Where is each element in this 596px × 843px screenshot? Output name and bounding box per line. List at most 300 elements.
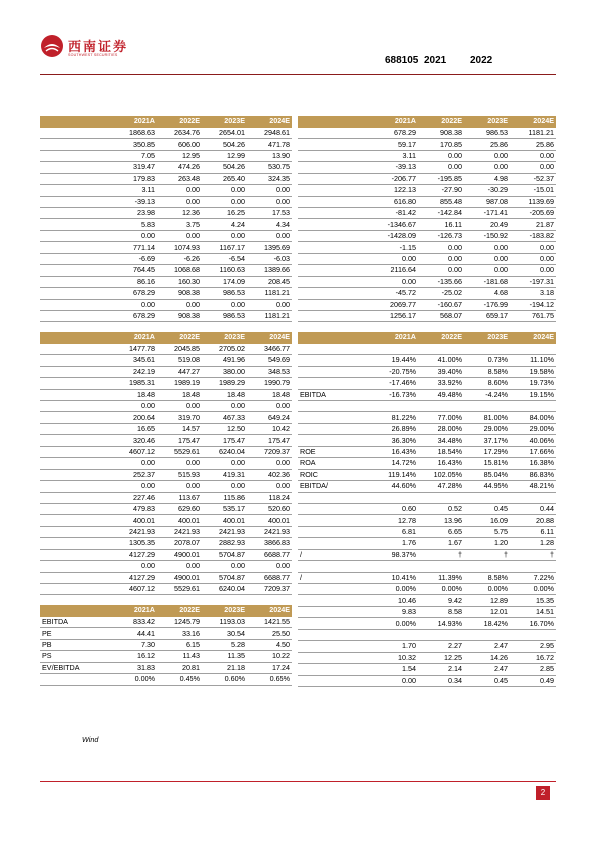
cell-value: 0.00 [247, 401, 292, 412]
cell-value: -6.54 [202, 253, 247, 264]
cell-value: 504.26 [202, 139, 247, 150]
cell-value: 2.14 [418, 664, 464, 675]
cell-value: 12.95 [157, 150, 202, 161]
cell-value: 0.00 [247, 196, 292, 207]
cell-value: 0.00 [464, 253, 510, 264]
table-header-row [40, 605, 292, 616]
cell-value: 1.67 [418, 538, 464, 549]
table-row [298, 618, 556, 629]
table-row [40, 651, 292, 662]
cell-value: 4127.29 [112, 572, 157, 583]
row-label [40, 185, 112, 196]
cell-value: 122.13 [372, 185, 418, 196]
column-header: 2022E [157, 116, 202, 127]
cell-value: 0.00 [372, 253, 418, 264]
cell-value: 175.47 [247, 435, 292, 446]
cell-value: 5.75 [464, 526, 510, 537]
header-year-2: 2022 [470, 55, 493, 66]
cell-value: 2069.77 [372, 299, 418, 310]
cell-value: 26.89% [372, 423, 418, 434]
cell-value: 15.35 [510, 595, 556, 606]
cell-value: 37.17% [464, 435, 510, 446]
cell-value: 0.00 [464, 242, 510, 253]
cell-value: 908.38 [157, 288, 202, 299]
cell-value: 36.30% [372, 435, 418, 446]
row-label [298, 401, 372, 412]
cell-value: 16.25 [202, 208, 247, 219]
cell-value: 855.48 [418, 196, 464, 207]
cell-value: 86.83% [510, 469, 556, 480]
cell-value: 6240.04 [202, 584, 247, 595]
cell-value: 0.00% [112, 674, 157, 685]
cell-value: 265.40 [202, 173, 247, 184]
row-label [40, 538, 112, 549]
row-label [40, 150, 112, 161]
cell-value: 16.70% [510, 618, 556, 629]
table-row [298, 139, 556, 150]
cell-value: 7209.37 [247, 584, 292, 595]
row-label [298, 208, 372, 219]
cell-value: 20.49 [464, 219, 510, 230]
table-row [40, 253, 292, 264]
cell-value: 15.81% [464, 458, 510, 469]
cell-value: 4900.01 [157, 549, 202, 560]
cell-value: 3866.83 [247, 538, 292, 549]
row-label [298, 435, 372, 446]
cell-value: 535.17 [202, 503, 247, 514]
page-number: 2 [536, 786, 550, 800]
row-label: PS [40, 651, 112, 662]
cell-value: 0.00 [157, 185, 202, 196]
cell-value: 0.45 [464, 503, 510, 514]
cell-value: 18.48 [202, 389, 247, 400]
cell-value: 2045.85 [157, 343, 202, 354]
row-label [298, 150, 372, 161]
table-row [298, 150, 556, 161]
column-header: 2021A [112, 332, 157, 343]
cell-value: 14.72% [372, 458, 418, 469]
cell-value: 771.14 [112, 242, 157, 253]
cell-value: 606.00 [157, 139, 202, 150]
cell-value: 49.48% [418, 389, 464, 400]
cell-value: 98.37% [372, 549, 418, 560]
cell-value: 1.70 [372, 641, 418, 652]
cell-value [418, 492, 464, 503]
cell-value: 5704.87 [202, 572, 247, 583]
cell-value: 350.85 [112, 139, 157, 150]
cell-value: 5529.61 [157, 584, 202, 595]
cell-value: 2421.93 [247, 526, 292, 537]
table-row [40, 412, 292, 423]
row-label [298, 412, 372, 423]
table-row [298, 458, 556, 469]
cell-value: 0.65% [247, 674, 292, 685]
cell-value: 0.00 [112, 458, 157, 469]
cell-value: 348.53 [247, 366, 292, 377]
cell-value: 2882.93 [202, 538, 247, 549]
cell-value: 81.22% [372, 412, 418, 423]
header-label-cell [298, 116, 372, 127]
right-financial-table [298, 116, 556, 687]
table-row [298, 469, 556, 480]
cell-value: 1989.29 [202, 378, 247, 389]
cell-value: 1074.93 [157, 242, 202, 253]
row-label [40, 208, 112, 219]
cell-value: 5.28 [202, 639, 247, 650]
cell-value: 0.00 [247, 458, 292, 469]
table-row [298, 162, 556, 173]
cell-value: 13.90 [247, 150, 292, 161]
cell-value: 2.95 [510, 641, 556, 652]
table-row [40, 674, 292, 685]
cell-value: -181.68 [464, 276, 510, 287]
cell-value: 10.42 [247, 423, 292, 434]
cell-value: 17.24 [247, 662, 292, 673]
cell-value [418, 401, 464, 412]
cell-value: 324.35 [247, 173, 292, 184]
cell-value: 33.16 [157, 628, 202, 639]
cell-value: 113.67 [157, 492, 202, 503]
row-label [298, 343, 372, 354]
cell-value [372, 492, 418, 503]
cell-value: 764.45 [112, 265, 157, 276]
cell-value: 504.26 [202, 162, 247, 173]
header-year-1: 2021 [424, 55, 447, 66]
cell-value: 0.00 [418, 265, 464, 276]
cell-value: -1428.09 [372, 230, 418, 241]
row-label [298, 652, 372, 663]
table-row [40, 492, 292, 503]
cell-value: 0.00 [510, 242, 556, 253]
cell-value: 0.00 [112, 561, 157, 572]
cell-value [510, 629, 556, 640]
row-label [40, 515, 112, 526]
table-row [298, 549, 556, 560]
cell-value: 81.00% [464, 412, 510, 423]
row-label [40, 196, 112, 207]
cell-value: 174.09 [202, 276, 247, 287]
cell-value: 3.75 [157, 219, 202, 230]
cell-value: 9.42 [418, 595, 464, 606]
row-label [40, 561, 112, 572]
cell-value: 8.58% [464, 572, 510, 583]
cell-value: 4127.29 [112, 549, 157, 560]
cell-value: 0.00 [112, 299, 157, 310]
row-label [298, 299, 372, 310]
cell-value [510, 401, 556, 412]
table-row [40, 584, 292, 595]
cell-value: 16.11 [418, 219, 464, 230]
table-row [298, 606, 556, 617]
cell-value: 4.24 [202, 219, 247, 230]
cell-value: 18.48 [112, 389, 157, 400]
cell-value: -1346.67 [372, 219, 418, 230]
cell-value: 0.00 [510, 265, 556, 276]
cell-value: 20.88 [510, 515, 556, 526]
cell-value: 11.39% [418, 572, 464, 583]
cell-value: 2948.61 [247, 127, 292, 138]
cell-value: 16.12 [112, 651, 157, 662]
column-header: 2023E [202, 605, 247, 616]
row-label [40, 366, 112, 377]
cell-value: 41.00% [418, 355, 464, 366]
cell-value: 16.43% [372, 446, 418, 457]
row-label [40, 276, 112, 287]
row-label [40, 265, 112, 276]
row-label: ROE [298, 446, 372, 457]
cell-value: 12.89 [464, 595, 510, 606]
row-label [40, 127, 112, 138]
brand-name-en: SOUTHWEST SECURITIES [68, 53, 118, 57]
cell-value: -176.99 [464, 299, 510, 310]
table-row [298, 515, 556, 526]
cell-value: 11.35 [202, 651, 247, 662]
cell-value: 1989.19 [157, 378, 202, 389]
cell-value: 86.16 [112, 276, 157, 287]
cell-value: 21.18 [202, 662, 247, 673]
row-label [298, 515, 372, 526]
cell-value: 0.00 [202, 401, 247, 412]
cell-value: -126.73 [418, 230, 464, 241]
stock-code: 688105 [385, 55, 419, 66]
cell-value: 1245.79 [157, 616, 202, 627]
table-row [298, 664, 556, 675]
cell-value: 0.00 [418, 242, 464, 253]
cell-value: 520.60 [247, 503, 292, 514]
cell-value: 8.58% [464, 366, 510, 377]
cell-value: 4.68 [464, 288, 510, 299]
row-label: / [298, 572, 372, 583]
cell-value: 12.25 [418, 652, 464, 663]
table-row [298, 253, 556, 264]
row-label [40, 584, 112, 595]
cell-value: 530.75 [247, 162, 292, 173]
column-header: 2024E [247, 332, 292, 343]
table-row [40, 616, 292, 627]
cell-value: 616.80 [372, 196, 418, 207]
cell-value: 761.75 [510, 310, 556, 321]
table-row [40, 423, 292, 434]
row-label [40, 446, 112, 457]
row-label [298, 173, 372, 184]
row-label [40, 401, 112, 412]
cell-value: 519.08 [157, 355, 202, 366]
cell-value: 1868.63 [112, 127, 157, 138]
row-label [298, 162, 372, 173]
row-label: ROIC [298, 469, 372, 480]
cell-value: 1181.21 [247, 310, 292, 321]
table-row [40, 378, 292, 389]
cell-value: 0.34 [418, 675, 464, 686]
row-label: / [298, 549, 372, 560]
cell-value: 19.58% [510, 366, 556, 377]
cell-value: 16.38% [510, 458, 556, 469]
cell-value: 1181.21 [510, 127, 556, 138]
table-row [298, 641, 556, 652]
cell-value: † [510, 549, 556, 560]
row-label [40, 469, 112, 480]
cell-value: 19.15% [510, 389, 556, 400]
cell-value: 320.46 [112, 435, 157, 446]
header-label-cell [298, 332, 372, 343]
cell-value [418, 343, 464, 354]
cell-value: 4.50 [247, 639, 292, 650]
cell-value: 908.38 [418, 127, 464, 138]
row-label: EBITDA/ [298, 481, 372, 492]
table-row [298, 526, 556, 537]
cell-value: 6688.77 [247, 549, 292, 560]
section-gap [298, 322, 556, 332]
cell-value: 2.27 [418, 641, 464, 652]
cell-value: 2.47 [464, 641, 510, 652]
cell-value [510, 492, 556, 503]
cell-value: 12.78 [372, 515, 418, 526]
cell-value: 0.00 [157, 196, 202, 207]
table-row [40, 639, 292, 650]
left-financial-table [40, 116, 292, 686]
table-header-row [40, 332, 292, 343]
cell-value: 11.10% [510, 355, 556, 366]
cell-value: -25.02 [418, 288, 464, 299]
table-row [40, 139, 292, 150]
row-label [298, 310, 372, 321]
cell-value: 1.28 [510, 538, 556, 549]
cell-value: -197.31 [510, 276, 556, 287]
cell-value: -30.29 [464, 185, 510, 196]
row-label [298, 288, 372, 299]
table-row [298, 127, 556, 138]
cell-value: 3.11 [372, 150, 418, 161]
cell-value: 25.86 [464, 139, 510, 150]
cell-value: 227.46 [112, 492, 157, 503]
table-row [298, 629, 556, 640]
table-row [298, 675, 556, 686]
row-label [40, 288, 112, 299]
row-label [40, 139, 112, 150]
cell-value: † [418, 549, 464, 560]
cell-value [464, 492, 510, 503]
table-row [298, 288, 556, 299]
cell-value: 1985.31 [112, 378, 157, 389]
table-row [298, 652, 556, 663]
cell-value: 263.48 [157, 173, 202, 184]
table-row [40, 265, 292, 276]
cell-value: 491.96 [202, 355, 247, 366]
row-label [298, 492, 372, 503]
cell-value: 25.50 [247, 628, 292, 639]
cell-value: 0.00% [464, 584, 510, 595]
cell-value: 4.98 [464, 173, 510, 184]
cell-value: 629.60 [157, 503, 202, 514]
table-row [40, 219, 292, 230]
cell-value: -160.67 [418, 299, 464, 310]
cell-value: 8.60% [464, 378, 510, 389]
cell-value: -17.46% [372, 378, 418, 389]
table-row [40, 355, 292, 366]
cell-value: 200.64 [112, 412, 157, 423]
row-label [40, 343, 112, 354]
row-label [40, 219, 112, 230]
row-label [40, 173, 112, 184]
cell-value: 18.54% [418, 446, 464, 457]
cell-value: 44.95% [464, 481, 510, 492]
cell-value: 0.00 [247, 561, 292, 572]
table-row [40, 343, 292, 354]
cell-value: 0.00 [157, 230, 202, 241]
cell-value: 0.00 [418, 150, 464, 161]
row-label [40, 481, 112, 492]
cell-value: 400.01 [157, 515, 202, 526]
cell-value: -6.03 [247, 253, 292, 264]
cell-value: -205.69 [510, 208, 556, 219]
table-row [40, 288, 292, 299]
cell-value: 479.83 [112, 503, 157, 514]
table-row [298, 503, 556, 514]
table-row [40, 538, 292, 549]
table-row [40, 662, 292, 673]
table-row [298, 343, 556, 354]
cell-value: 2421.93 [202, 526, 247, 537]
row-label: EV/EBITDA [40, 662, 112, 673]
cell-value: 4607.12 [112, 446, 157, 457]
row-label [298, 355, 372, 366]
cell-value: 2421.93 [157, 526, 202, 537]
cell-value: 17.29% [464, 446, 510, 457]
section-gap [40, 595, 292, 605]
cell-value: 10.46 [372, 595, 418, 606]
table-row [40, 162, 292, 173]
section-gap [40, 322, 292, 332]
cell-value: 3.18 [510, 288, 556, 299]
cell-value [464, 401, 510, 412]
cell-value: 10.32 [372, 652, 418, 663]
row-label [40, 355, 112, 366]
cell-value: 1395.69 [247, 242, 292, 253]
cell-value: 0.00 [247, 481, 292, 492]
cell-value: 48.21% [510, 481, 556, 492]
cell-value: -183.82 [510, 230, 556, 241]
cell-value: 1421.55 [247, 616, 292, 627]
table-row [298, 492, 556, 503]
cell-value: 447.27 [157, 366, 202, 377]
cell-value: 0.00% [372, 584, 418, 595]
cell-value: 2.85 [510, 664, 556, 675]
cell-value: -206.77 [372, 173, 418, 184]
row-label [40, 549, 112, 560]
row-label [40, 492, 112, 503]
cell-value: -52.37 [510, 173, 556, 184]
cell-value: -20.75% [372, 366, 418, 377]
cell-value: 1167.17 [202, 242, 247, 253]
cell-value: 19.73% [510, 378, 556, 389]
cell-value: 549.69 [247, 355, 292, 366]
column-header: 2024E [247, 116, 292, 127]
brand-name-cn: 西南证券 [68, 39, 129, 54]
row-label [40, 412, 112, 423]
cell-value: 179.83 [112, 173, 157, 184]
brand-logo [40, 32, 140, 66]
cell-value: 986.53 [464, 127, 510, 138]
cell-value: 1193.03 [202, 616, 247, 627]
cell-value: 47.28% [418, 481, 464, 492]
row-label [40, 526, 112, 537]
table-row [40, 127, 292, 138]
row-label [298, 139, 372, 150]
cell-value: 2634.76 [157, 127, 202, 138]
row-label [298, 242, 372, 253]
cell-value: 20.81 [157, 662, 202, 673]
table-row [40, 572, 292, 583]
